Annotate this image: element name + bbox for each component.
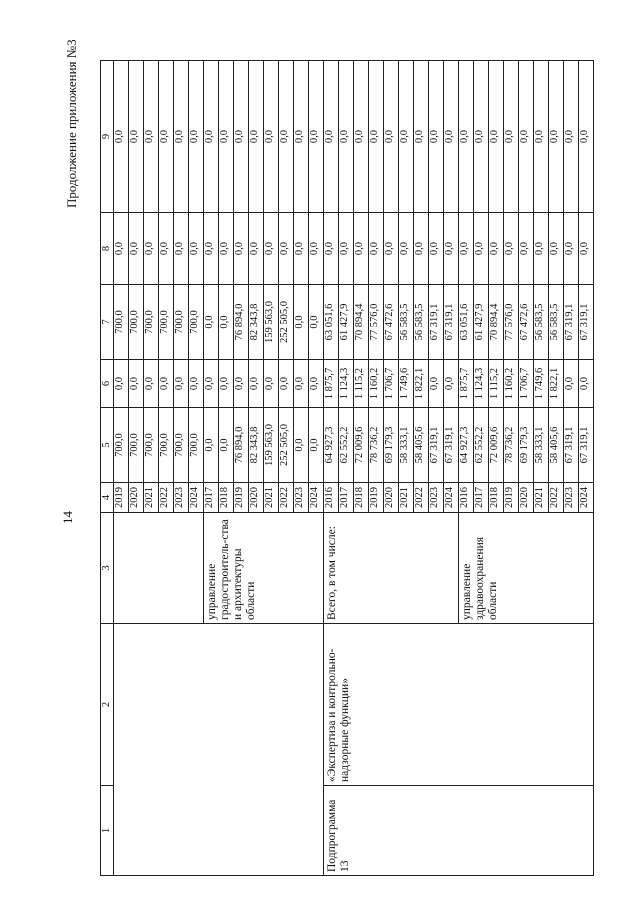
year-cell: 2016 bbox=[324, 483, 339, 513]
header-cell-3: 3 bbox=[101, 513, 114, 624]
total-cell: 700,0 bbox=[174, 408, 189, 483]
total-cell: 76 894,0 bbox=[234, 408, 249, 483]
year-cell: 2023 bbox=[564, 483, 579, 513]
regional-cell: 70 894,4 bbox=[354, 285, 369, 360]
local-cell: 0,0 bbox=[579, 213, 594, 285]
federal-cell: 0,0 bbox=[429, 360, 444, 408]
total-cell: 67 319,1 bbox=[429, 408, 444, 483]
continued-merged-cell bbox=[114, 624, 324, 876]
executor-total-cell: Всего, в том числе: bbox=[324, 513, 459, 624]
table-row bbox=[114, 61, 129, 876]
federal-cell: 0,0 bbox=[114, 360, 129, 408]
total-cell: 700,0 bbox=[129, 408, 144, 483]
local-cell: 0,0 bbox=[534, 213, 549, 285]
regional-cell: 67 319,1 bbox=[579, 285, 594, 360]
federal-cell: 1 706,7 bbox=[384, 360, 399, 408]
total-cell: 159 563,0 bbox=[264, 408, 279, 483]
regional-cell: 0,0 bbox=[294, 285, 309, 360]
other-cell: 0,0 bbox=[429, 61, 444, 213]
regional-cell: 63 051,6 bbox=[324, 285, 339, 360]
local-cell: 0,0 bbox=[219, 213, 234, 285]
year-cell: 2020 bbox=[129, 483, 144, 513]
year-cell: 2016 bbox=[459, 483, 474, 513]
federal-cell: 1 124,3 bbox=[474, 360, 489, 408]
header-cell-4: 4 bbox=[101, 483, 114, 513]
federal-cell: 1 115,2 bbox=[354, 360, 369, 408]
total-cell: 67 319,1 bbox=[444, 408, 459, 483]
regional-cell: 56 583,5 bbox=[549, 285, 564, 360]
year-cell: 2021 bbox=[399, 483, 414, 513]
other-cell: 0,0 bbox=[579, 61, 594, 213]
federal-cell: 0,0 bbox=[144, 360, 159, 408]
other-cell: 0,0 bbox=[129, 61, 144, 213]
federal-cell: 1 160,2 bbox=[504, 360, 519, 408]
local-cell: 0,0 bbox=[414, 213, 429, 285]
local-cell: 0,0 bbox=[204, 213, 219, 285]
total-cell: 700,0 bbox=[114, 408, 129, 483]
year-cell: 2022 bbox=[279, 483, 294, 513]
executor-cell: управление градостроитель-ства и архитектуры области bbox=[204, 513, 324, 624]
total-cell: 69 179,3 bbox=[384, 408, 399, 483]
local-cell: 0,0 bbox=[369, 213, 384, 285]
total-cell: 0,0 bbox=[294, 408, 309, 483]
federal-cell: 0,0 bbox=[579, 360, 594, 408]
local-cell: 0,0 bbox=[189, 213, 204, 285]
regional-cell: 0,0 bbox=[219, 285, 234, 360]
regional-cell: 82 343,8 bbox=[249, 285, 264, 360]
other-cell: 0,0 bbox=[204, 61, 219, 213]
other-cell: 0,0 bbox=[264, 61, 279, 213]
year-cell: 2017 bbox=[339, 483, 354, 513]
total-cell: 58 333,1 bbox=[534, 408, 549, 483]
year-cell: 2023 bbox=[174, 483, 189, 513]
program-label-cell: Подпрограмма 13 bbox=[324, 786, 594, 876]
year-cell: 2019 bbox=[234, 483, 249, 513]
executor-continued-cell bbox=[114, 513, 204, 624]
federal-cell: 1 115,2 bbox=[489, 360, 504, 408]
total-cell: 78 736,2 bbox=[504, 408, 519, 483]
total-cell: 67 319,1 bbox=[564, 408, 579, 483]
table-row bbox=[324, 61, 339, 876]
other-cell: 0,0 bbox=[444, 61, 459, 213]
total-cell: 82 343,8 bbox=[249, 408, 264, 483]
local-cell: 0,0 bbox=[294, 213, 309, 285]
local-cell: 0,0 bbox=[444, 213, 459, 285]
total-cell: 64 927,3 bbox=[459, 408, 474, 483]
header-cell-8: 8 bbox=[101, 213, 114, 285]
other-cell: 0,0 bbox=[324, 61, 339, 213]
federal-cell: 1 706,7 bbox=[519, 360, 534, 408]
year-cell: 2022 bbox=[414, 483, 429, 513]
year-cell: 2024 bbox=[309, 483, 324, 513]
regional-cell: 67 319,1 bbox=[444, 285, 459, 360]
federal-cell: 0,0 bbox=[564, 360, 579, 408]
other-cell: 0,0 bbox=[234, 61, 249, 213]
year-cell: 2019 bbox=[369, 483, 384, 513]
appendix-caption: Продолжение приложения №3 bbox=[64, 39, 79, 208]
header-cell-7: 7 bbox=[101, 285, 114, 360]
local-cell: 0,0 bbox=[459, 213, 474, 285]
year-cell: 2021 bbox=[144, 483, 159, 513]
year-cell: 2017 bbox=[204, 483, 219, 513]
local-cell: 0,0 bbox=[564, 213, 579, 285]
local-cell: 0,0 bbox=[234, 213, 249, 285]
other-cell: 0,0 bbox=[369, 61, 384, 213]
total-cell: 62 552,2 bbox=[339, 408, 354, 483]
federal-cell: 1 875,7 bbox=[459, 360, 474, 408]
federal-cell: 0,0 bbox=[249, 360, 264, 408]
regional-cell: 77 576,0 bbox=[504, 285, 519, 360]
federal-cell: 1 822,1 bbox=[549, 360, 564, 408]
other-cell: 0,0 bbox=[174, 61, 189, 213]
total-cell: 252 505,0 bbox=[279, 408, 294, 483]
total-cell: 58 405,6 bbox=[549, 408, 564, 483]
regional-cell: 67 319,1 bbox=[564, 285, 579, 360]
total-cell: 700,0 bbox=[144, 408, 159, 483]
total-cell: 78 736,2 bbox=[369, 408, 384, 483]
federal-cell: 0,0 bbox=[234, 360, 249, 408]
total-cell: 0,0 bbox=[219, 408, 234, 483]
year-cell: 2018 bbox=[354, 483, 369, 513]
year-cell: 2023 bbox=[294, 483, 309, 513]
other-cell: 0,0 bbox=[309, 61, 324, 213]
federal-cell: 0,0 bbox=[189, 360, 204, 408]
other-cell: 0,0 bbox=[489, 61, 504, 213]
local-cell: 0,0 bbox=[309, 213, 324, 285]
other-cell: 0,0 bbox=[474, 61, 489, 213]
federal-cell: 0,0 bbox=[159, 360, 174, 408]
regional-cell: 77 576,0 bbox=[369, 285, 384, 360]
federal-cell: 1 124,3 bbox=[339, 360, 354, 408]
total-cell: 0,0 bbox=[309, 408, 324, 483]
federal-cell: 0,0 bbox=[129, 360, 144, 408]
year-cell: 2024 bbox=[579, 483, 594, 513]
local-cell: 0,0 bbox=[159, 213, 174, 285]
local-cell: 0,0 bbox=[279, 213, 294, 285]
federal-cell: 1 160,2 bbox=[369, 360, 384, 408]
federal-cell: 1 822,1 bbox=[414, 360, 429, 408]
program-name-cell: «Экспертиза и контрольно-надзорные функции» bbox=[324, 624, 594, 786]
other-cell: 0,0 bbox=[519, 61, 534, 213]
year-cell: 2022 bbox=[159, 483, 174, 513]
header-cell-6: 6 bbox=[101, 360, 114, 408]
year-cell: 2022 bbox=[549, 483, 564, 513]
local-cell: 0,0 bbox=[114, 213, 129, 285]
other-cell: 0,0 bbox=[339, 61, 354, 213]
other-cell: 0,0 bbox=[504, 61, 519, 213]
other-cell: 0,0 bbox=[249, 61, 264, 213]
year-cell: 2019 bbox=[114, 483, 129, 513]
local-cell: 0,0 bbox=[399, 213, 414, 285]
regional-cell: 0,0 bbox=[204, 285, 219, 360]
federal-cell: 0,0 bbox=[174, 360, 189, 408]
federal-cell: 0,0 bbox=[279, 360, 294, 408]
other-cell: 0,0 bbox=[414, 61, 429, 213]
regional-cell: 700,0 bbox=[174, 285, 189, 360]
regional-cell: 56 583,5 bbox=[399, 285, 414, 360]
federal-cell: 0,0 bbox=[294, 360, 309, 408]
total-cell: 58 405,6 bbox=[414, 408, 429, 483]
regional-cell: 67 319,1 bbox=[429, 285, 444, 360]
other-cell: 0,0 bbox=[159, 61, 174, 213]
year-cell: 2020 bbox=[519, 483, 534, 513]
federal-cell: 1 875,7 bbox=[324, 360, 339, 408]
regional-cell: 700,0 bbox=[189, 285, 204, 360]
year-cell: 2020 bbox=[249, 483, 264, 513]
other-cell: 0,0 bbox=[219, 61, 234, 213]
local-cell: 0,0 bbox=[354, 213, 369, 285]
rotated-table-area bbox=[100, 61, 594, 876]
total-cell: 700,0 bbox=[159, 408, 174, 483]
regional-cell: 252 505,0 bbox=[279, 285, 294, 360]
regional-cell: 56 583,5 bbox=[414, 285, 429, 360]
regional-cell: 70 894,4 bbox=[489, 285, 504, 360]
executor-health-cell: управление здравоохранения области bbox=[459, 513, 594, 624]
total-cell: 700,0 bbox=[189, 408, 204, 483]
total-cell: 0,0 bbox=[204, 408, 219, 483]
year-cell: 2020 bbox=[384, 483, 399, 513]
year-cell: 2024 bbox=[444, 483, 459, 513]
local-cell: 0,0 bbox=[339, 213, 354, 285]
other-cell: 0,0 bbox=[549, 61, 564, 213]
year-cell: 2017 bbox=[474, 483, 489, 513]
other-cell: 0,0 bbox=[189, 61, 204, 213]
other-cell: 0,0 bbox=[144, 61, 159, 213]
local-cell: 0,0 bbox=[174, 213, 189, 285]
regional-cell: 700,0 bbox=[159, 285, 174, 360]
federal-cell: 0,0 bbox=[444, 360, 459, 408]
regional-cell: 0,0 bbox=[309, 285, 324, 360]
federal-cell: 0,0 bbox=[204, 360, 219, 408]
federal-cell: 1 749,6 bbox=[534, 360, 549, 408]
table-body bbox=[101, 61, 594, 876]
header-cell-9: 9 bbox=[101, 61, 114, 213]
local-cell: 0,0 bbox=[474, 213, 489, 285]
local-cell: 0,0 bbox=[429, 213, 444, 285]
other-cell: 0,0 bbox=[459, 61, 474, 213]
header-cell-5: 5 bbox=[101, 408, 114, 483]
total-cell: 67 319,1 bbox=[579, 408, 594, 483]
total-cell: 69 179,3 bbox=[519, 408, 534, 483]
other-cell: 0,0 bbox=[279, 61, 294, 213]
total-cell: 72 009,6 bbox=[354, 408, 369, 483]
regional-cell: 76 894,0 bbox=[234, 285, 249, 360]
year-cell: 2021 bbox=[264, 483, 279, 513]
regional-cell: 700,0 bbox=[114, 285, 129, 360]
federal-cell: 0,0 bbox=[309, 360, 324, 408]
local-cell: 0,0 bbox=[144, 213, 159, 285]
local-cell: 0,0 bbox=[324, 213, 339, 285]
federal-cell: 1 749,6 bbox=[399, 360, 414, 408]
regional-cell: 56 583,5 bbox=[534, 285, 549, 360]
regional-cell: 61 427,9 bbox=[339, 285, 354, 360]
header-cell-1: 1 bbox=[101, 786, 114, 876]
other-cell: 0,0 bbox=[294, 61, 309, 213]
federal-cell: 0,0 bbox=[264, 360, 279, 408]
page-number: 14 bbox=[60, 511, 75, 524]
regional-cell: 61 427,9 bbox=[474, 285, 489, 360]
other-cell: 0,0 bbox=[399, 61, 414, 213]
regional-cell: 63 051,6 bbox=[459, 285, 474, 360]
regional-cell: 700,0 bbox=[129, 285, 144, 360]
budget-table bbox=[100, 60, 594, 876]
other-cell: 0,0 bbox=[354, 61, 369, 213]
year-cell: 2019 bbox=[504, 483, 519, 513]
regional-cell: 67 472,6 bbox=[384, 285, 399, 360]
year-cell: 2023 bbox=[429, 483, 444, 513]
other-cell: 0,0 bbox=[534, 61, 549, 213]
local-cell: 0,0 bbox=[264, 213, 279, 285]
year-cell: 2024 bbox=[189, 483, 204, 513]
local-cell: 0,0 bbox=[384, 213, 399, 285]
other-cell: 0,0 bbox=[384, 61, 399, 213]
total-cell: 72 009,6 bbox=[489, 408, 504, 483]
regional-cell: 67 472,6 bbox=[519, 285, 534, 360]
regional-cell: 700,0 bbox=[144, 285, 159, 360]
local-cell: 0,0 bbox=[489, 213, 504, 285]
header-cell-2: 2 bbox=[101, 624, 114, 786]
year-cell: 2018 bbox=[489, 483, 504, 513]
year-cell: 2021 bbox=[534, 483, 549, 513]
total-cell: 58 333,1 bbox=[399, 408, 414, 483]
total-cell: 64 927,3 bbox=[324, 408, 339, 483]
local-cell: 0,0 bbox=[129, 213, 144, 285]
local-cell: 0,0 bbox=[519, 213, 534, 285]
header-row bbox=[101, 61, 114, 876]
total-cell: 62 552,2 bbox=[474, 408, 489, 483]
regional-cell: 159 563,0 bbox=[264, 285, 279, 360]
local-cell: 0,0 bbox=[249, 213, 264, 285]
year-cell: 2018 bbox=[219, 483, 234, 513]
other-cell: 0,0 bbox=[564, 61, 579, 213]
local-cell: 0,0 bbox=[504, 213, 519, 285]
local-cell: 0,0 bbox=[549, 213, 564, 285]
federal-cell: 0,0 bbox=[219, 360, 234, 408]
other-cell: 0,0 bbox=[114, 61, 129, 213]
